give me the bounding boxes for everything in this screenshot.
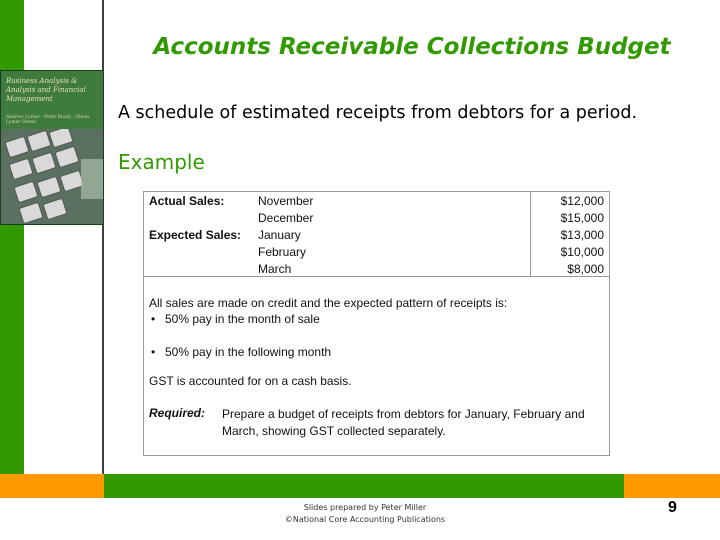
footer-line-publisher: ©National Core Accounting Publications (284, 515, 446, 524)
example-box (143, 191, 610, 456)
sales-row-amount: $10,000 (560, 245, 604, 259)
sales-row-label: Actual Sales: (149, 194, 225, 208)
footer-line-author: Slides prepared by Peter Miller (303, 503, 427, 512)
slide-footer (260, 502, 470, 526)
keyboard-calculator-icon (1, 129, 104, 225)
book-cover-title: Business Analysis & Analysis and Financial Management (6, 77, 86, 103)
sales-row-month: November (258, 194, 314, 208)
sales-row (144, 209, 609, 226)
sales-row (144, 260, 609, 277)
sales-table (144, 192, 609, 277)
slide-subtitle: A schedule of estimated receipts from debtors for a period. (118, 103, 638, 123)
bottom-accent-bar (104, 474, 624, 498)
sales-row-amount: $8,000 (567, 262, 604, 276)
bullet-icon: • (151, 312, 156, 326)
sales-row-month: February (258, 245, 307, 259)
sales-row-month: December (258, 211, 314, 225)
required-text: Prepare a budget of receipts from debtors for January, February and March, showing GST collected separately. (222, 407, 585, 438)
list-item (151, 312, 320, 326)
sales-row-amount: $13,000 (560, 228, 604, 242)
book-cover-authors: Andrew Lymer - Peter Brady - Glenn Lymer Street (6, 115, 90, 125)
sales-row-month: January (258, 228, 301, 242)
slide-title: Accounts Receivable Collections Budget (153, 34, 671, 60)
book-cover-image (0, 70, 104, 225)
sales-row (144, 226, 609, 243)
sales-row (144, 192, 609, 209)
sales-row-amount: $15,000 (560, 211, 604, 225)
sales-row (144, 243, 609, 260)
gst-note: GST is accounted for on a cash basis. (149, 374, 352, 388)
bottom-accent-left (0, 474, 104, 498)
example-heading: Example (118, 150, 205, 174)
sales-row-month: March (258, 262, 292, 276)
bullet-icon: • (151, 345, 156, 359)
required-label: Required: (149, 406, 206, 420)
list-item-text: 50% pay in the month of sale (165, 312, 320, 326)
list-item (151, 345, 331, 359)
sales-row-amount: $12,000 (560, 194, 604, 208)
bottom-accent-right (624, 474, 720, 498)
list-item-text: 50% pay in the following month (165, 345, 332, 359)
sales-row-label: Expected Sales: (149, 228, 242, 242)
page-number: 9 (668, 499, 677, 516)
receipt-pattern-text: All sales are made on credit and the expected pattern of receipts is: (149, 296, 508, 310)
